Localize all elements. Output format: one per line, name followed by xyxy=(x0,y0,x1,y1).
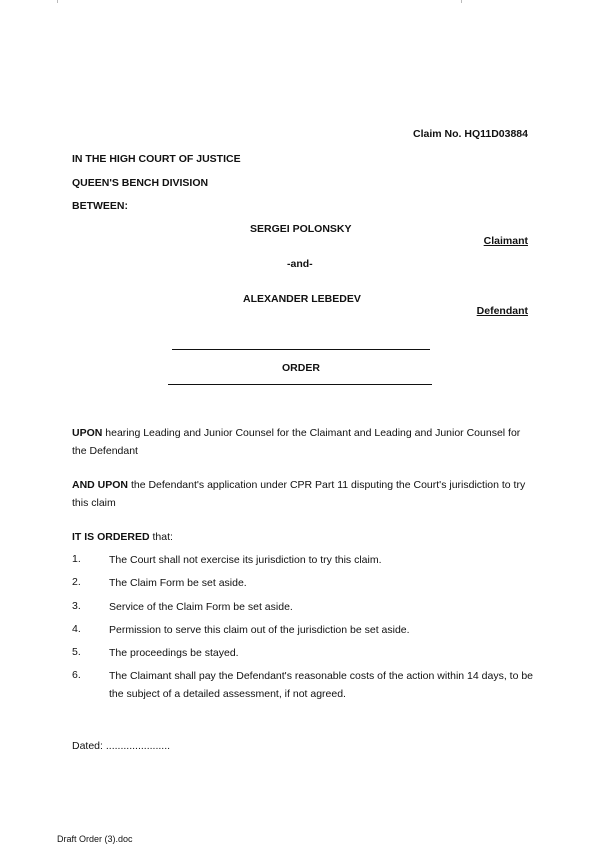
footer-filename: Draft Order (3).doc xyxy=(57,834,133,844)
order-item-number: 6. xyxy=(72,669,81,681)
upon-text: hearing Leading and Junior Counsel for the Claimant and Leading and Junior Counsel for the Defendant xyxy=(72,427,521,457)
order-title: ORDER xyxy=(282,362,320,374)
order-item-number: 2. xyxy=(72,576,81,588)
upon-paragraph xyxy=(72,424,532,460)
order-item-text: Service of the Claim Form be set aside. xyxy=(109,601,293,613)
between-label: BETWEEN: xyxy=(72,200,128,212)
dated-line: Dated: ...................... xyxy=(72,740,171,752)
ordered-text: that: xyxy=(152,531,173,543)
and-upon-lead: AND UPON xyxy=(72,479,129,491)
title-rule-bottom xyxy=(168,384,432,385)
order-item-number: 3. xyxy=(72,600,81,612)
order-item-number: 5. xyxy=(72,646,81,658)
title-rule-top xyxy=(172,349,430,350)
order-item-number: 1. xyxy=(72,553,81,565)
court-name: IN THE HIGH COURT OF JUSTICE xyxy=(72,153,241,165)
claimant-name: SERGEI POLONSKY xyxy=(250,223,352,235)
claim-number: Claim No. HQ11D03884 xyxy=(413,128,528,140)
order-item-text: Permission to serve this claim out of the jurisdiction be set aside. xyxy=(109,624,410,636)
order-item-text: The Claim Form be set aside. xyxy=(109,577,247,589)
ordered-line xyxy=(72,528,532,546)
order-item-number: 4. xyxy=(72,623,81,635)
order-item-text: The Court shall not exercise its jurisdiction to try this claim. xyxy=(109,554,382,566)
scan-mark-right xyxy=(461,0,462,3)
order-item-text: The Claimant shall pay the Defendant's reasonable costs of the action within 14 days, to be the subject of a detailed assessment, if not agreed. xyxy=(109,670,534,700)
claimant-role: Claimant xyxy=(483,235,528,247)
scan-mark-left xyxy=(57,0,58,3)
ordered-lead: IT IS ORDERED xyxy=(72,531,150,543)
and-upon-paragraph xyxy=(72,476,532,512)
division-name: QUEEN'S BENCH DIVISION xyxy=(72,177,209,189)
and-separator: -and- xyxy=(287,258,313,270)
and-upon-text: the Defendant's application under CPR Part 11 disputing the Court's jurisdiction to try this claim xyxy=(72,479,526,509)
defendant-role: Defendant xyxy=(476,305,528,317)
upon-lead: UPON xyxy=(72,427,103,439)
defendant-name: ALEXANDER LEBEDEV xyxy=(243,293,361,305)
order-item-text: The proceedings be stayed. xyxy=(109,647,239,659)
